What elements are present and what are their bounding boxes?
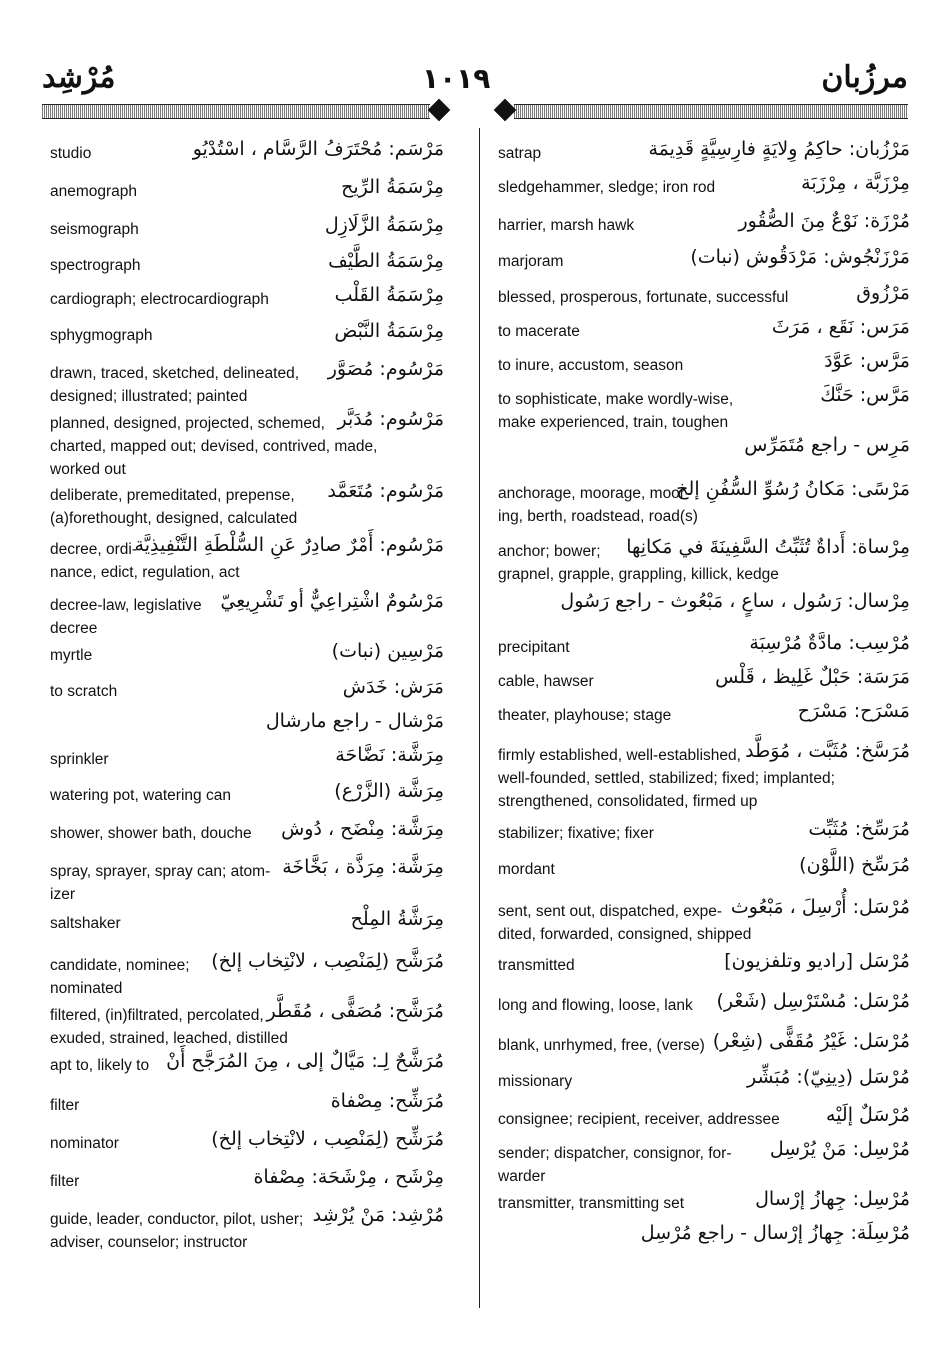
english-definition: drawn, traced, sketched, delineated, designed; illustrated; painted <box>50 365 300 405</box>
english-definition: nominator <box>50 1135 119 1152</box>
english-definition: sender; dispatcher, consignor, for- warder <box>498 1145 732 1185</box>
english-definition: guide, leader, conductor, pilot, usher; adviser, counselor; instructor <box>50 1211 304 1251</box>
english-definition: to scratch <box>50 683 118 700</box>
arabic-headword: مِرْسال: رَسُول ، ساعٍ ، مَبْعُوث - راجع رَسُول <box>560 590 910 612</box>
page-number: ١٠١٩ <box>422 62 491 95</box>
english-definition: decree-law, legislative decree <box>50 597 202 637</box>
arabic-headword: مُرْسَل (دِينِيّ): مُبَشِّر <box>747 1066 910 1088</box>
english-definition: anchor; bower; grapnel, grapple, grappling, killick, kedge <box>498 543 779 583</box>
arabic-headword: مَرَّس: عَوَّدَ <box>824 350 910 372</box>
header-rule-left <box>42 104 430 119</box>
english-definition: candidate, nominee; nominated <box>50 957 190 997</box>
english-definition: anemograph <box>50 183 138 200</box>
english-definition: stabilizer; fixative; fixer <box>498 825 654 842</box>
arabic-headword: مُرْزَة: نَوْعٌ مِنَ الصُّقُور <box>738 210 910 232</box>
english-definition: myrtle <box>50 647 93 664</box>
arabic-headword: مَرْسُوم: مُتَعَمَّد <box>327 480 444 502</box>
english-definition: theater, playhouse; stage <box>498 707 672 724</box>
arabic-headword: مِرْساة: أَداةٌ تُثَبِّتُ السَّفِينَةَ في مَكانِها <box>626 536 910 558</box>
english-definition: to sophisticate, make wordly-wise, make experienced, train, toughen <box>498 391 734 431</box>
arabic-headword: مِرَشَّة: مِنْضَح ، دُوش <box>281 818 444 840</box>
english-definition: mordant <box>498 861 555 878</box>
arabic-headword: مَرْسُوم: مُدَبَّر <box>337 408 444 430</box>
diamond-ornament-icon <box>428 99 451 122</box>
english-definition: precipitant <box>498 639 570 656</box>
english-definition: spectrograph <box>50 257 141 274</box>
arabic-headword: مَرْسُوم: أَمْرٌ صادِرٌ عَنِ السُّلْطَةِ التَّنْفِيذِيَّة <box>134 534 444 556</box>
arabic-headword: مِرَشَّة: نَضَّاحَة <box>335 744 444 766</box>
english-definition: marjoram <box>498 253 564 270</box>
english-definition: transmitter, transmitting set <box>498 1195 685 1212</box>
arabic-headword: مِرْسَمَةُ الطَّيْف <box>328 250 444 272</box>
english-definition: filter <box>50 1097 80 1114</box>
arabic-headword: مَرْسُومٌ اشْتِراعِيٌّ أو تَشْرِيعِيّ <box>220 590 444 612</box>
english-definition: sprinkler <box>50 751 109 768</box>
english-definition: consignee; recipient, receiver, addressee <box>498 1111 780 1128</box>
arabic-headword: مُرْسِل: جِهازُ إرْسال <box>755 1188 910 1210</box>
arabic-headword: مِرْسَمَةُ الزَّلَازِل <box>324 214 444 236</box>
arabic-headword: مِرَشَّة: مِرَذَّة ، بَخَّاخَة <box>282 856 444 878</box>
english-definition: sent, sent out, dispatched, expe- dited, forwarded, consigned, shipped <box>498 903 752 943</box>
arabic-headword: مِرْسَمَةُ القَلْب <box>334 284 444 306</box>
english-definition: cardiograph; electrocardiograph <box>50 291 269 308</box>
english-definition: harrier, marsh hawk <box>498 217 635 234</box>
english-definition: to inure, accustom, season <box>498 357 684 374</box>
arabic-headword: مُرْسَل: أُرْسِلَ ، مَبْعُوث <box>730 896 910 918</box>
arabic-headword: مَرْسًى: مَكانُ رُسُوِّ السُّفُنِ إلخ <box>676 478 910 500</box>
arabic-headword: مِرْسَمَةُ الرِّيح <box>341 176 444 198</box>
arabic-headword: مَرْسِين (نبات) <box>331 640 444 662</box>
header-guide-word-right: مرزُبان <box>821 60 908 95</box>
arabic-headword: مُرَشَّح (لِمَنْصِب ، لانْتِخاب إلخ) <box>211 950 444 972</box>
english-definition: sphygmograph <box>50 327 153 344</box>
english-definition: long and flowing, loose, lank <box>498 997 693 1014</box>
english-definition: missionary <box>498 1073 573 1090</box>
english-definition: blank, unrhymed, free, (verse) <box>498 1037 705 1054</box>
arabic-headword: مَرَّس: حَنَّكَ <box>820 384 910 406</box>
arabic-headword: مِرَشَّة (الزَّرْع) <box>334 780 444 802</box>
arabic-headword: مَرْسَم: مُحْتَرَفُ الرَّسَّام ، اسْتُدْيُو <box>192 138 444 160</box>
column-divider <box>479 128 480 1308</box>
arabic-headword: مَرْزَنْجُوش: مَرْدَقُوش (نبات) <box>690 246 910 268</box>
arabic-headword: مَرَس: نَقَع ، مَرَثَ <box>771 316 910 338</box>
arabic-headword: مُرْسَل: مُسْتَرْسِل (شَعْر) <box>716 990 910 1012</box>
arabic-headword: مُرْسِب: مادَّةٌ مُرْسِبَة <box>749 632 910 654</box>
header-rule-right <box>514 104 908 119</box>
english-definition: transmitted <box>498 957 575 974</box>
english-definition: decree, ordi- nance, edict, regulation, act <box>50 541 240 581</box>
arabic-headword: مَرَش: خَدَش <box>342 676 444 698</box>
arabic-headword: مِرَشَّةُ المِلْح <box>350 908 444 930</box>
arabic-headword: مَرْسُوم: مُصَوَّر <box>327 358 444 380</box>
english-definition: planned, designed, projected, schemed, charted, mapped out; devised, contrived, made, worked out <box>50 415 378 478</box>
english-definition: blessed, prosperous, fortunate, successful <box>498 289 789 306</box>
arabic-headword: مَرِس - راجع مُتَمَرِّس <box>744 434 910 456</box>
english-definition: watering pot, watering can <box>50 787 231 804</box>
english-definition: seismograph <box>50 221 139 238</box>
english-definition: deliberate, premeditated, prepense, (a)forethought, designed, calculated <box>50 487 298 527</box>
english-definition: filter <box>50 1173 80 1190</box>
arabic-headword: مُرَشَّح: مُصَفًّى ، مُقَطَّر <box>266 1000 444 1022</box>
english-definition: firmly established, well-established, well-founded, settled, stabilized; fixed; implanted; strengthened, consolidated, firmed up <box>498 747 835 810</box>
arabic-headword: مُرَسَّخ: مُثَبَّت ، مُوَطَّد <box>745 740 910 762</box>
english-definition: studio <box>50 145 92 162</box>
arabic-headword: مُرَشَّحٌ لِـ: مَيَّالٌ إلى ، مِنَ المُرَجَّح أَنْ <box>166 1050 444 1072</box>
english-definition: satrap <box>498 145 542 162</box>
english-definition: to macerate <box>498 323 580 340</box>
arabic-headword: مُرَشِّح (لِمَنْصِب ، لانْتِخاب إلخ) <box>211 1128 444 1150</box>
arabic-headword: مِرْشَح ، مِرْشَحَة: مِصْفاة <box>253 1166 444 1188</box>
arabic-headword: مُرْسِلَة: جِهازُ إرْسال - راجع مُرْسِل <box>640 1222 910 1244</box>
english-definition: sledgehammer, sledge; iron rod <box>498 179 716 196</box>
english-definition: saltshaker <box>50 915 121 932</box>
english-definition: shower, shower bath, douche <box>50 825 252 842</box>
english-definition: apt to, likely to <box>50 1057 150 1074</box>
arabic-headword: مَرْزُوق <box>856 282 910 304</box>
english-definition: filtered, (in)filtrated, percolated, exuded, strained, leached, distilled <box>50 1007 288 1047</box>
arabic-headword: مَرْزُبان: حاكِمُ وِلايَةٍ فارِسِيَّةٍ قَدِيمَة <box>648 138 910 160</box>
header-guide-word-left: مُرْشِد <box>42 60 116 95</box>
diamond-ornament-icon <box>494 99 517 122</box>
arabic-headword: مُرْسَل: غَيْرُ مُقَفًّى (شِعْر) <box>712 1030 910 1052</box>
english-definition: anchorage, moorage, moor- ing, berth, roadstead, road(s) <box>498 485 698 525</box>
arabic-headword: مِرْسَمَةُ النَّبْض <box>334 320 444 342</box>
arabic-headword: مُرَشِّح: مِصْفاة <box>330 1090 444 1112</box>
arabic-headword: مَسْرَح: مَسْرَح <box>797 700 910 722</box>
arabic-headword: مَرَسَة: حَبْلٌ غَلِيظ ، قَلْس <box>715 666 910 688</box>
english-definition: spray, sprayer, spray can; atom- izer <box>50 863 271 903</box>
arabic-headword: مُرَسِّخ (اللَّوْن) <box>799 854 910 876</box>
arabic-headword: مُرْسَلٌ إلَيْه <box>826 1104 910 1126</box>
arabic-headword: مُرَسِّخ: مُثَبِّت <box>808 818 910 840</box>
arabic-headword: مُرْسَل [راديو وتلفزيون] <box>724 950 910 972</box>
arabic-headword: مِرْزَبَّة ، مِرْزَبَة <box>801 172 910 194</box>
english-definition: cable, hawser <box>498 673 594 690</box>
arabic-headword: مَرْشال - راجع مارشال <box>265 710 444 732</box>
arabic-headword: مُرْشِد: مَنْ يُرْشِد <box>312 1204 444 1226</box>
arabic-headword: مُرْسِل: مَنْ يُرْسِل <box>769 1138 910 1160</box>
